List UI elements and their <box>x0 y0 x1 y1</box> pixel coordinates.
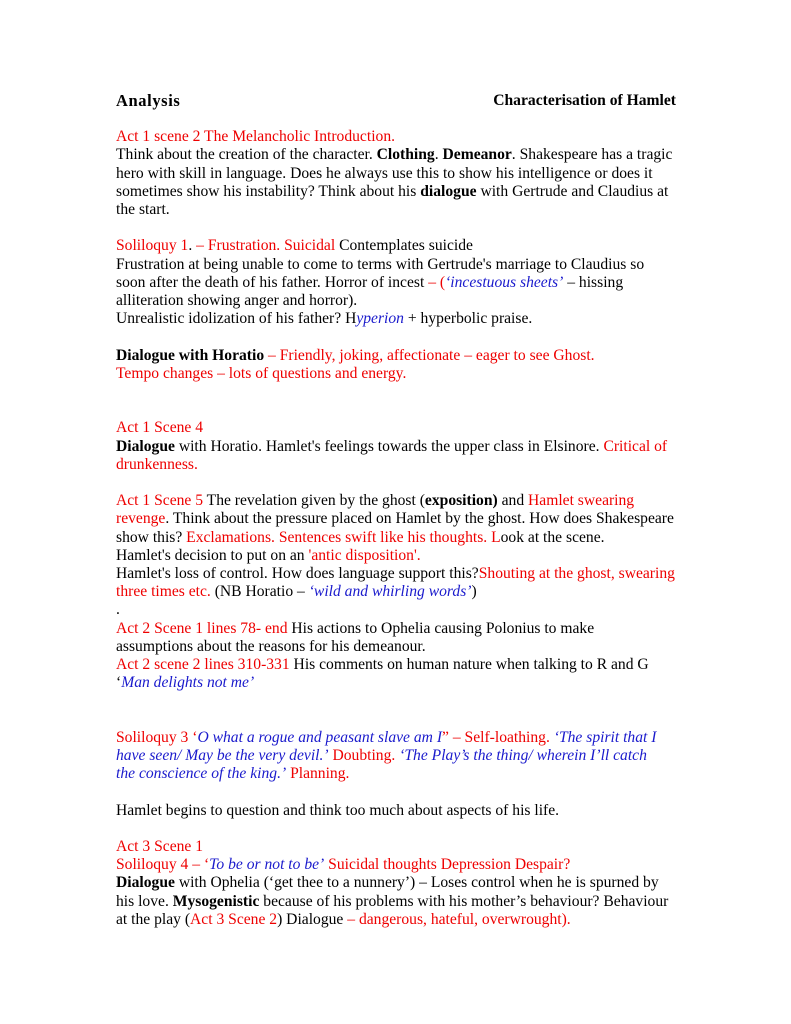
paragraph-line <box>116 583 676 601</box>
bold-text: dialogue <box>420 182 477 200</box>
bold-text: Demeanor <box>442 146 512 164</box>
quote-text: To be or not to be’ <box>209 856 325 874</box>
paragraph-line <box>116 310 676 328</box>
text: sometimes show his instability? Think about his <box>116 182 421 200</box>
quote-text: ‘wild and whirling words’ <box>308 583 472 601</box>
text: Think about the creation of the character. <box>116 146 377 164</box>
bold-text: Dialogue <box>116 874 175 892</box>
paragraph-line: Tempo changes – lots of questions and energy. <box>116 364 407 382</box>
red-text: three times etc. <box>116 583 211 601</box>
section-act1-scene2 <box>116 128 676 219</box>
bold-text: exposition) <box>424 492 498 510</box>
text: . Think about the pressure placed on Hamlet by the ghost. How does Shakespeare <box>165 510 674 528</box>
section-soliloquy-1 <box>116 237 676 328</box>
text: Hamlet's decision to put on an <box>116 546 309 564</box>
document-page <box>116 92 676 929</box>
red-text: Exclamations. Sentences swift like his thoughts. L <box>186 528 501 546</box>
section-act3-scene1 <box>116 838 676 929</box>
text: with Horatio. Hamlet's feelings towards the upper class in Elsinore. <box>174 437 604 455</box>
text: – hissing <box>563 273 624 291</box>
paragraph-line <box>116 856 676 874</box>
paragraph-line <box>116 547 676 565</box>
text: Hamlet's loss of control. How does language support this? <box>116 565 479 583</box>
quote-text: ‘incestuous sheets’ <box>445 273 564 291</box>
bold-text: Clothing <box>376 146 435 164</box>
heading-title: Characterisation of Hamlet <box>493 92 676 109</box>
section-title: Act 1 Scene 4 <box>116 419 204 437</box>
paragraph-line <box>116 529 676 547</box>
red-text: Act 2 scene 2 lines 310-331 <box>116 656 290 674</box>
red-text: – dangerous, hateful, overwrought). <box>347 910 571 928</box>
paragraph-line: assumptions about the reasons for his demeanour. <box>116 637 426 655</box>
paragraph-line <box>116 674 676 692</box>
paragraph-line <box>116 347 676 365</box>
red-text: Soliloquy 4 – <box>116 856 204 874</box>
heading-analysis: Analysis <box>116 91 181 110</box>
text: because of his problems with his mother’s behaviour? Behaviour <box>259 892 669 910</box>
text: The revelation given by the ghost ( <box>203 492 425 510</box>
text: ) <box>471 583 477 601</box>
paragraph-line <box>116 765 676 783</box>
paragraph-line: drunkenness. <box>116 455 198 473</box>
paragraph-line <box>116 438 676 456</box>
paragraph-line <box>116 911 676 929</box>
red-text: Hamlet swearing <box>528 492 635 510</box>
text: . <box>434 146 443 164</box>
quote-text: Man delights not me’ <box>121 674 255 692</box>
paragraph-line <box>116 893 676 911</box>
red-text: Suicidal thoughts Depression Despair? <box>324 856 571 874</box>
paragraph-line <box>116 146 676 164</box>
paragraph-line <box>116 620 676 638</box>
text: ook at the scene. <box>500 528 605 546</box>
text: His actions to Ophelia causing Polonius to make <box>287 619 595 637</box>
text: + hyperbolic praise. <box>403 310 533 328</box>
paragraph-line <box>116 237 676 255</box>
red-text: – ( <box>428 273 446 291</box>
paragraph-line: hero with skill in language. Does he always use this to show his intelligence or does it <box>116 164 653 182</box>
text: and <box>497 492 529 510</box>
red-text: ” – Self-loathing. <box>442 728 554 746</box>
text: His comments on human nature when talking to R and G <box>289 656 649 674</box>
paragraph-line <box>116 183 676 201</box>
red-text: Soliloquy 3 <box>116 728 193 746</box>
red-text: Critical of <box>603 437 668 455</box>
text: ‘ <box>116 674 122 692</box>
red-text: Act 1 Scene 5 <box>116 492 204 510</box>
paragraph-line <box>116 274 676 292</box>
text: soon after the death of his father. Horror of incest <box>116 273 429 291</box>
paragraph-line: the start. <box>116 201 170 219</box>
paragraph-line <box>116 874 676 892</box>
quote-text: the conscience of the king.’ <box>116 765 287 783</box>
quote-text: O what a rogue and peasant slave am I <box>197 728 443 746</box>
paragraph-line: Frustration at being unable to come to terms with Gertrude's marriage to Claudius so <box>116 255 645 273</box>
bold-text: Dialogue <box>116 437 175 455</box>
text: ) Dialogue <box>277 910 348 928</box>
red-text: – Friendly, joking, affectionate – eager to see Ghost. <box>264 346 595 364</box>
text: his love. <box>116 892 173 910</box>
red-text: 'antic disposition'. <box>308 546 421 564</box>
red-text: Doubting. <box>328 747 400 765</box>
paragraph-line: alliteration showing anger and horror). <box>116 292 358 310</box>
red-text: – Frustration. Suicidal <box>196 237 336 255</box>
text: Contemplates suicide <box>335 237 473 255</box>
section-title: Act 3 Scene 1 <box>116 838 204 856</box>
paragraph-line: . <box>116 601 120 619</box>
section-act1-scene5 <box>116 492 676 619</box>
text: . <box>188 237 197 255</box>
section-act1-scene4 <box>116 419 676 474</box>
bold-text: Mysogenistic <box>172 892 260 910</box>
section-soliloquy-3 <box>116 729 676 784</box>
paragraph-line: Hamlet begins to question and think too much about aspects of his life. <box>116 801 560 819</box>
section-dialogue-horatio <box>116 347 676 383</box>
text: with Ophelia (‘get thee to a nunnery’) – Loses control when he is spurned by <box>174 874 659 892</box>
quote-text: ‘The Play’s the thing/ wherein I’ll catch <box>399 747 647 765</box>
paragraph-line <box>116 729 676 747</box>
red-text: revenge <box>116 510 166 528</box>
red-text: Planning. <box>286 765 350 783</box>
text: show this? <box>116 528 187 546</box>
red-text: ‘ <box>192 728 198 746</box>
text: at the play ( <box>116 910 191 928</box>
paragraph-line <box>116 747 676 765</box>
quote-text: yperion <box>356 310 404 328</box>
red-text: Act 3 Scene 2 <box>190 910 278 928</box>
text: . Shakespeare has a tragic <box>511 146 673 164</box>
paragraph-line <box>116 656 676 674</box>
text: (NB Horatio – <box>210 583 309 601</box>
paragraph-line <box>116 492 676 510</box>
section-act2 <box>116 620 676 693</box>
bold-text: Dialogue with Horatio <box>116 346 265 364</box>
red-text: Act 2 Scene 1 lines 78- end <box>116 619 288 637</box>
paragraph-line <box>116 510 676 528</box>
red-text: Shouting at the ghost, swearing <box>478 565 675 583</box>
section-title: Act 1 scene 2 The Melancholic Introduction. <box>116 128 396 146</box>
text: with Gertrude and Claudius at <box>476 182 669 200</box>
paragraph-line <box>116 565 676 583</box>
red-text: ‘ <box>203 856 210 874</box>
quote-text: have seen/ May be the very devil.’ <box>116 747 329 765</box>
document-heading <box>116 92 676 110</box>
red-text: Soliloquy 1 <box>116 237 189 255</box>
text: Unrealistic idolization of his father? H <box>116 310 357 328</box>
quote-text: ‘The spirit that I <box>553 728 657 746</box>
